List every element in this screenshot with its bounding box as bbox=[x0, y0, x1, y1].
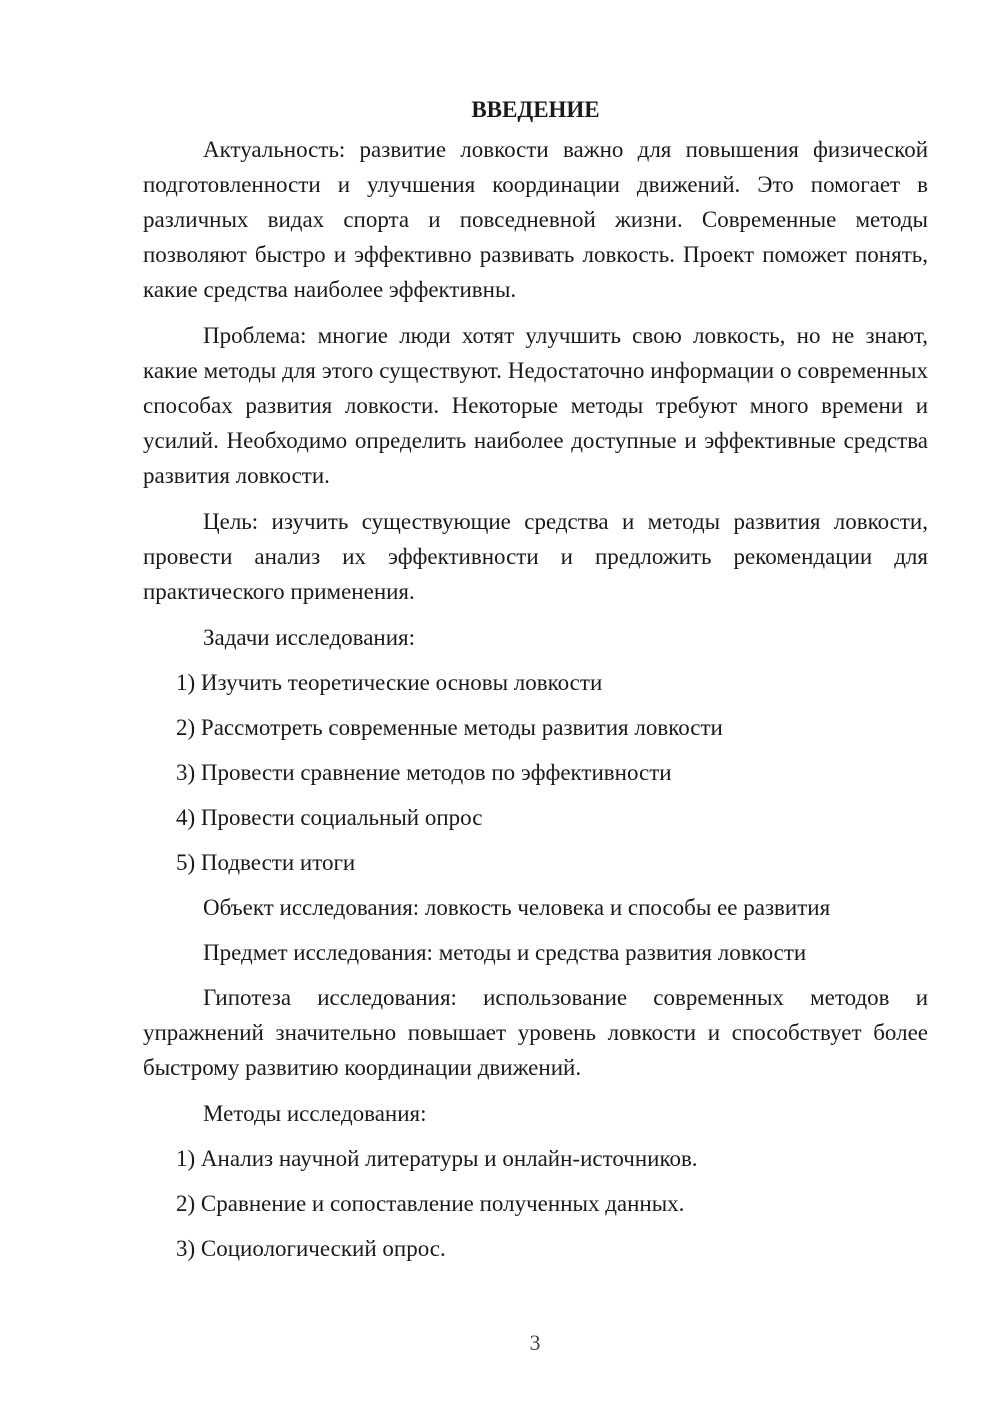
method-item: 3) Социологический опрос. bbox=[176, 1236, 446, 1261]
section-title: ВВЕДЕНИЕ bbox=[471, 97, 600, 122]
task-item: 1) Изучить теоретические основы ловкости bbox=[176, 670, 603, 695]
task-item: 5) Подвести итоги bbox=[176, 850, 356, 875]
methods-heading: Методы исследования: bbox=[203, 1101, 427, 1126]
subject-paragraph: Предмет исследования: методы и средства развития ловкости bbox=[203, 940, 807, 965]
hypothesis-paragraph: Гипотеза исследования: использование современных методов и упражнений значительно повышает уровень ловкости и способствует более быстрому развитию координации движений. bbox=[143, 985, 928, 1080]
method-item: 1) Анализ научной литературы и онлайн-источников. bbox=[176, 1146, 698, 1171]
task-item: 2) Рассмотреть современные методы развития ловкости bbox=[176, 715, 723, 740]
task-item: 4) Провести социальный опрос bbox=[176, 805, 483, 830]
relevance-paragraph: Актуальность: развитие ловкости важно для повышения физической подготовленности и улучшения координации движений. Это помогает в различных видах спорта и повседневной жизни. Современные методы позволяют быстро и эффективно развивать ловкость. Проект поможет понять, какие средства наиболее эффективны. bbox=[143, 137, 928, 302]
problem-paragraph: Проблема: многие люди хотят улучшить свою ловкость, но не знают, какие методы для этого существуют. Недостаточно информации о современных способах развития ловкости. Некоторые методы требуют много времени и усилий. Необходимо определить наиболее доступные и эффективные средства развития ловкости. bbox=[143, 323, 928, 488]
tasks-list bbox=[143, 665, 928, 880]
methods-list bbox=[143, 1141, 928, 1266]
method-item: 2) Сравнение и сопоставление полученных данных. bbox=[176, 1191, 685, 1216]
goal-paragraph: Цель: изучить существующие средства и методы развития ловкости, провести анализ их эффективности и предложить рекомендации для практического применения. bbox=[143, 509, 928, 604]
task-item: 3) Провести сравнение методов по эффективности bbox=[176, 760, 672, 785]
object-paragraph: Объект исследования: ловкость человека и способы ее развития bbox=[203, 895, 831, 920]
page-number: 3 bbox=[529, 1330, 541, 1355]
tasks-heading: Задачи исследования: bbox=[203, 625, 416, 650]
page-content bbox=[143, 92, 928, 1276]
